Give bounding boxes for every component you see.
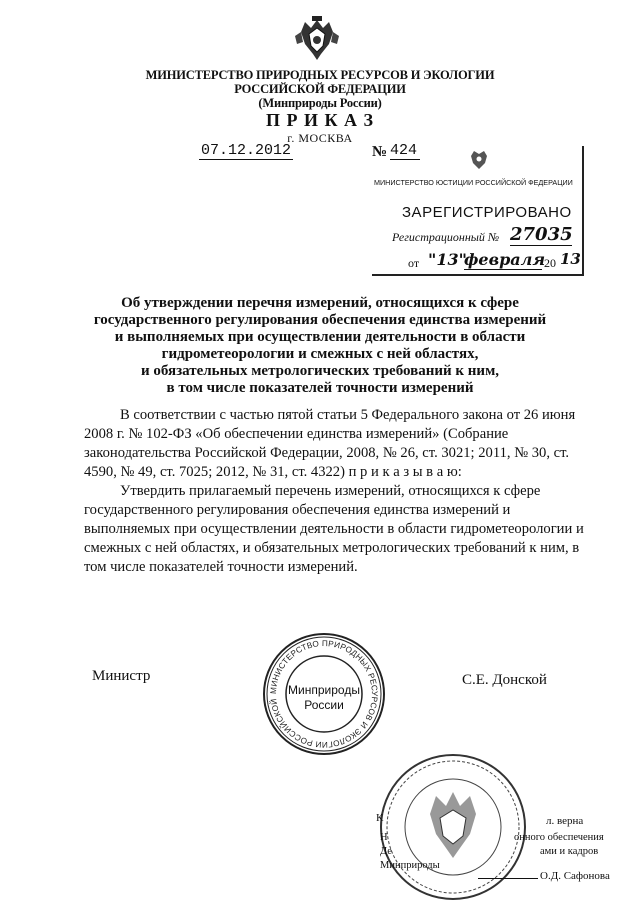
paragraph-line: выполняемых при осуществлении деятельности в области гидрометеорологии и	[84, 521, 584, 537]
stamp-reg-label: Регистрационный №	[392, 230, 500, 244]
cert-line2-left: Н	[380, 832, 388, 843]
paragraph-line: 2008 г. № 102-ФЗ «Об обеспечении единства измерений» (Собрание	[84, 426, 509, 442]
paragraph-line: смежных с ней областях, и обязательных метрологических требований к ним, в	[84, 540, 580, 556]
seal-center-line1: Минприроды	[288, 683, 360, 697]
cert-line2-right: онного обеспечения	[514, 832, 604, 843]
city: г. МОСКВА	[287, 131, 353, 145]
title-line: Об утверждении перечня измерений, относящихся к сфере	[121, 295, 519, 311]
order-date: 07.12.2012	[201, 142, 292, 159]
stamp-emblem-icon	[467, 148, 491, 172]
stamp-year-suffix: 13	[560, 250, 581, 268]
ministry-name-line2: РОССИЙСКОЙ ФЕДЕРАЦИИ	[234, 82, 406, 96]
title-line: и обязательных метрологических требований к ним,	[140, 363, 500, 379]
order-number: 424	[390, 142, 420, 160]
paragraph-line: том числе показателей точности измерений.	[84, 559, 358, 575]
cert-line3-right: ами и кадров	[540, 846, 599, 857]
stamp-registered: ЗАРЕГИСТРИРОВАНО	[402, 204, 572, 221]
cert-signature-line	[478, 878, 538, 879]
cert-prefix: К	[376, 812, 384, 824]
title-line: и выполняемых при осуществлении деятельности в области	[114, 329, 526, 345]
coat-of-arms-emblem	[291, 14, 343, 66]
certification-seal	[378, 752, 528, 902]
title-line: в том числе показателей точности измерений	[166, 380, 474, 396]
seal-center-line2: России	[304, 698, 344, 712]
paragraph-line: В соответствии с частью пятой статьи 5 Федерального закона от 26 июня	[120, 407, 576, 423]
stamp-month: февраля	[464, 250, 546, 269]
ministry-name-line1: МИНИСТЕРСТВО ПРИРОДНЫХ РЕСУРСОВ И ЭКОЛОГИИ	[145, 68, 495, 82]
cert-line3-left: Де	[380, 846, 392, 857]
order-title	[0, 295, 640, 397]
stamp-ministry: МИНИСТЕРСТВО ЮСТИЦИИ РОССИЙСКОЙ ФЕДЕРАЦИИ	[374, 178, 573, 187]
signer-position: Министр	[92, 668, 151, 684]
paragraph-line: государственного регулирования обеспечения единства измерений и	[84, 502, 511, 518]
signer-name: С.Е. Донской	[462, 672, 547, 688]
stamp-from-label: от	[408, 256, 420, 270]
number-sign: №	[372, 144, 388, 160]
cert-true-copy: л. верна	[546, 815, 584, 827]
preamble-paragraph	[84, 406, 594, 482]
cert-line4-left: Минприроды	[380, 860, 440, 871]
seal-ring-text: МИНИСТЕРСТВО ПРИРОДНЫХ РЕСУРСОВ И ЭКОЛОГИИ РОССИЙСКОЙ	[268, 638, 380, 750]
ministry-seal	[262, 632, 386, 756]
title-line: гидрометеорологии и смежных с ней областях,	[161, 346, 479, 362]
document-type: П Р И К А З	[265, 110, 375, 130]
paragraph-line: 4590, № 49, ст. 7025; 2012, № 31, ст. 4322) п р и к а з ы в а ю:	[84, 464, 462, 480]
order-paragraph	[84, 482, 594, 577]
stamp-year-prefix: 20	[544, 256, 556, 270]
paragraph-line: законодательства Российской Федерации, 2008, № 26, ст. 3021; 2011, № 30, ст.	[84, 445, 570, 461]
cert-signer: О.Д. Сафонова	[540, 870, 610, 882]
ministry-short-name: (Минприроды России)	[258, 96, 382, 110]
registration-stamp	[372, 146, 584, 276]
paragraph-line: Утвердить прилагаемый перечень измерений, относящихся к сфере	[120, 483, 541, 499]
title-line: государственного регулирования обеспечения единства измерений	[93, 312, 547, 328]
stamp-day: "13"	[428, 250, 467, 269]
stamp-reg-number: 27035	[510, 224, 573, 245]
